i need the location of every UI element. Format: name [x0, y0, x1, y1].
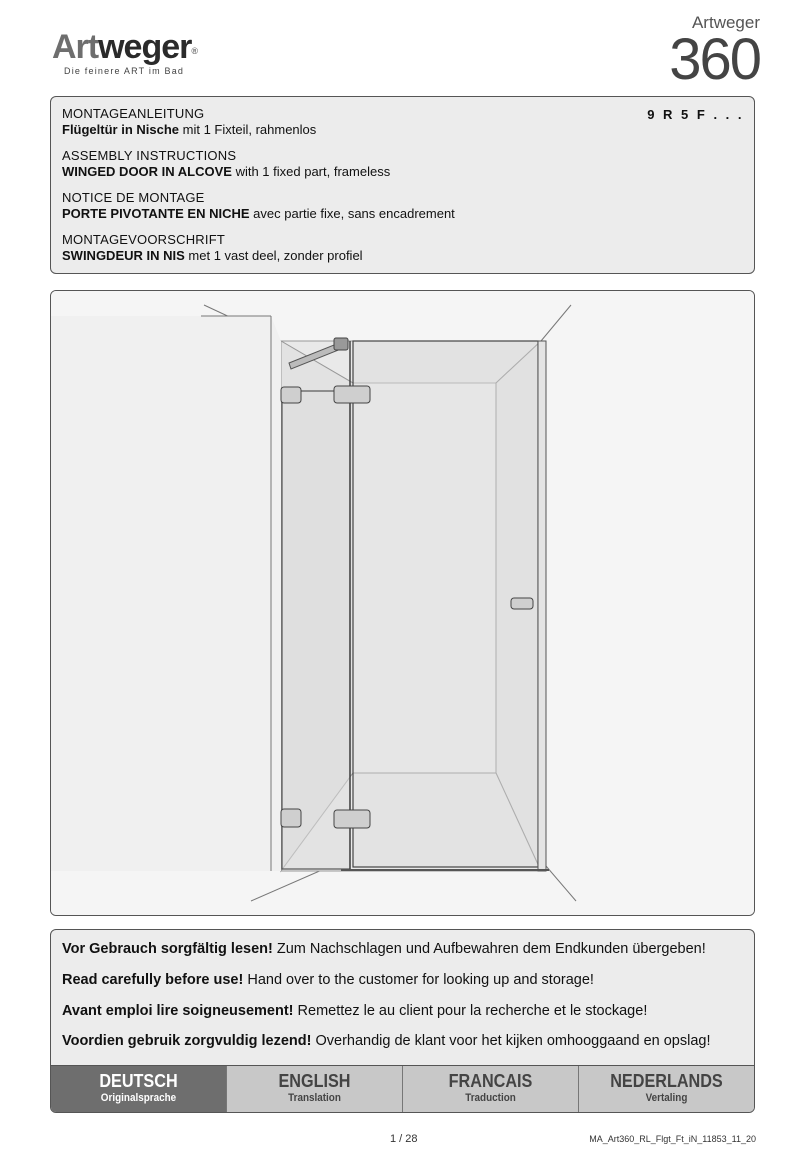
brand-name: Artweger	[691, 13, 760, 32]
product-brand	[669, 13, 760, 92]
subtitle-rest: mit 1 Fixteil, rahmenlos	[179, 122, 317, 137]
product-illustration-box	[50, 290, 755, 916]
lang-name: DEUTSCH	[99, 1071, 178, 1091]
notice-rest: Remettez le au client pour la recherche et le stockage!	[293, 1003, 648, 1019]
lang-sub: Translation	[288, 1092, 341, 1104]
notice-bold: Vor Gebrauch sorgfältig lesen!	[62, 941, 273, 957]
document-id: MA_Art360_RL_Flgt_Ft_iN_11853_11_20	[589, 1134, 756, 1144]
subtitle-bold: PORTE PIVOTANTE EN NICHE	[62, 206, 250, 221]
notice-rest: Hand over to the customer for looking up and storage!	[243, 972, 594, 988]
notice-bold: Avant emploi lire soigneusement!	[62, 1003, 294, 1019]
subtitle-rest: with 1 fixed part, frameless	[231, 164, 391, 179]
notice-de	[62, 940, 706, 958]
title-section-en	[62, 148, 743, 180]
tab-nederlands[interactable]	[578, 1066, 754, 1112]
subtitle-bold: SWINGDEUR IN NIS	[62, 248, 185, 263]
notice-nl	[62, 1032, 711, 1050]
section-heading: NOTICE DE MONTAGE	[62, 190, 205, 205]
tab-francais[interactable]	[402, 1066, 578, 1112]
subtitle-rest: avec partie fixe, sans encadrement	[249, 206, 455, 221]
logo-tagline: Die feinere ART im Bad	[64, 66, 185, 76]
title-section-nl	[62, 232, 743, 264]
notice-en	[62, 971, 594, 989]
subtitle-bold: WINGED DOOR IN ALCOVE	[62, 164, 232, 179]
tab-english[interactable]	[226, 1066, 402, 1112]
lang-sub: Originalsprache	[100, 1092, 177, 1104]
product-code: 9 R 5 F . . .	[647, 107, 744, 122]
lang-sub: Traduction	[465, 1092, 516, 1104]
section-heading: MONTAGEVOORSCHRIFT	[62, 232, 225, 247]
notice-fr	[62, 1002, 647, 1020]
section-subtitle	[62, 206, 743, 222]
registered-mark: ®	[191, 46, 198, 56]
logo-word-part1: Art	[52, 28, 99, 66]
notice-box	[50, 929, 755, 1113]
section-subtitle	[62, 248, 743, 264]
logo-wordmark	[52, 30, 197, 64]
language-tabs	[51, 1065, 754, 1112]
lang-name: ENGLISH	[278, 1071, 351, 1091]
title-section-fr	[62, 190, 743, 222]
title-box	[50, 96, 755, 274]
notice-bold: Read carefully before use!	[62, 972, 244, 988]
brand-model: 360	[669, 27, 760, 92]
section-subtitle	[62, 122, 743, 138]
section-heading: MONTAGEANLEITUNG	[62, 106, 205, 121]
lang-name: NEDERLANDS	[610, 1071, 723, 1091]
subtitle-bold: Flügeltür in Nische	[62, 122, 180, 137]
lang-name: FRANCAIS	[448, 1071, 533, 1091]
section-heading: ASSEMBLY INSTRUCTIONS	[62, 148, 237, 163]
shower-door-illustration	[51, 291, 754, 915]
notice-bold: Voordien gebruik zorgvuldig lezend!	[62, 1033, 312, 1049]
tab-deutsch[interactable]	[51, 1066, 226, 1112]
title-section-de	[62, 106, 743, 138]
lang-sub: Vertaling	[645, 1092, 688, 1104]
notice-rest: Zum Nachschlagen und Aufbewahren dem Endkunden übergeben!	[272, 941, 706, 957]
notice-rest: Overhandig de klant voor het kijken omhooggaand en opslag!	[311, 1033, 711, 1049]
section-subtitle	[62, 164, 743, 180]
page-number: 1 / 28	[390, 1133, 418, 1145]
subtitle-rest: met 1 vast deel, zonder profiel	[184, 248, 363, 263]
logo-word-part2: weger	[98, 28, 192, 66]
artweger-logo	[52, 30, 197, 76]
